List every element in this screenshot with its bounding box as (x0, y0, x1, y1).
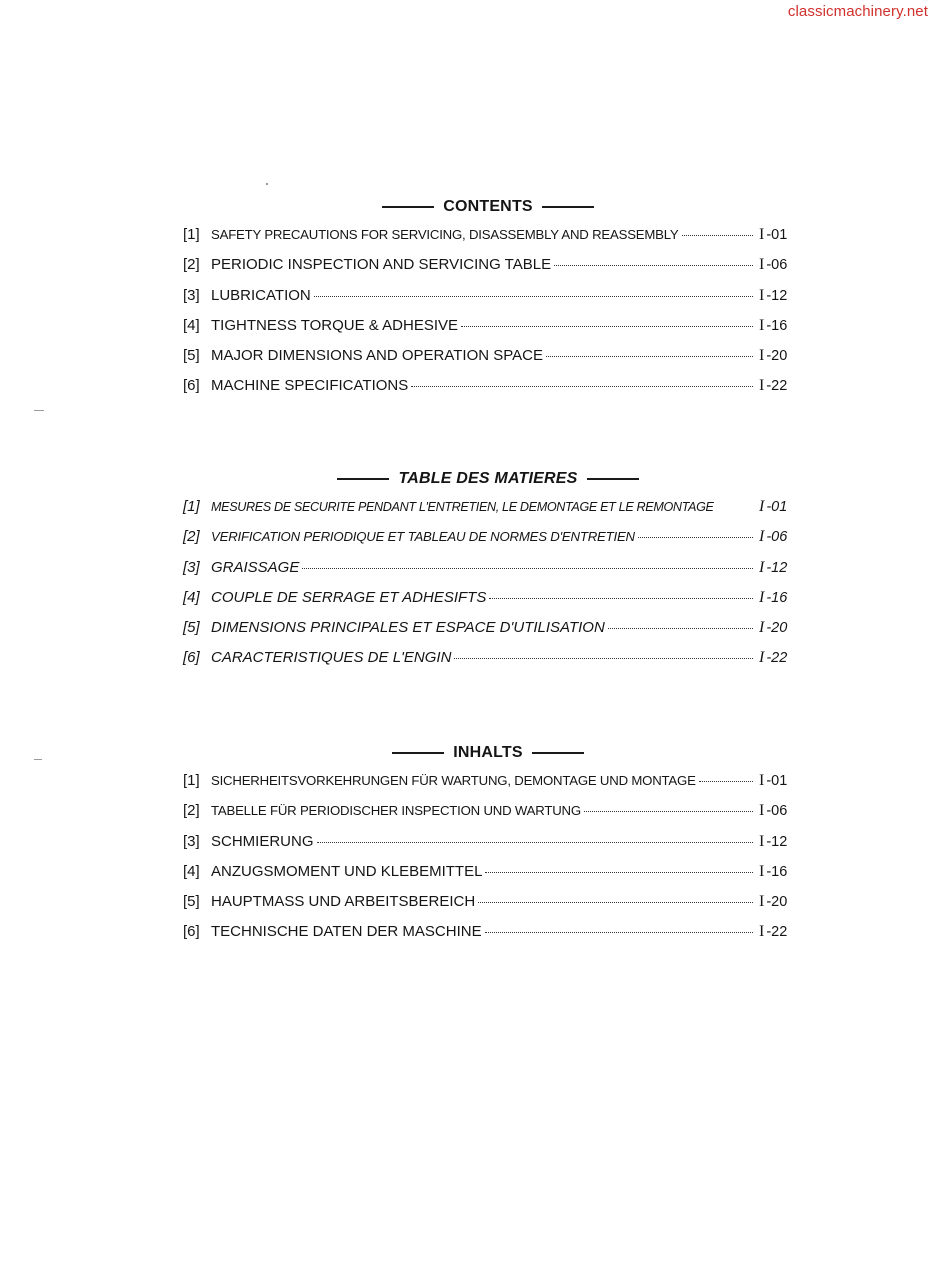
page-number: -06 (766, 257, 788, 274)
toc-entry[interactable] (183, 893, 793, 923)
toc-list (183, 772, 793, 954)
toc-entry[interactable] (183, 772, 793, 802)
entry-label: SICHERHEITSVORKEHRUNGEN FÜR WARTUNG, DEMONTAGE UND MONTAGE (211, 773, 696, 788)
entry-number: [4] (183, 316, 200, 334)
entry-number: [1] (183, 772, 200, 789)
toc-entry[interactable] (183, 649, 793, 679)
table-des-matieres-section (183, 468, 793, 680)
chapter-numeral: I (759, 772, 765, 789)
entry-number: [2] (183, 802, 200, 820)
page-number: -22 (766, 650, 788, 667)
entry-page (759, 833, 793, 851)
chapter-numeral: I (759, 893, 765, 911)
entry-number: [6] (183, 923, 200, 941)
page-number: -01 (766, 227, 788, 243)
heading-rule-left (382, 206, 434, 208)
toc-entry[interactable] (183, 589, 793, 619)
page-number: -20 (766, 348, 788, 365)
entry-number: [4] (183, 862, 200, 880)
entry-label: TABELLE FÜR PERIODISCHER INSPECTION UND WARTUNG (211, 803, 581, 819)
dot-leader (608, 628, 753, 629)
page-number: -01 (766, 499, 788, 515)
entry-number: [6] (183, 377, 200, 395)
page-number: -16 (766, 589, 788, 606)
entry-label: MACHINE SPECIFICATIONS (211, 377, 409, 395)
chapter-numeral: I (759, 347, 765, 365)
entry-label: COUPLE DE SERRAGE ET ADHESIFTS (211, 588, 487, 606)
toc-entry[interactable] (183, 256, 793, 286)
dot-leader (699, 781, 753, 782)
scan-speck (266, 183, 268, 185)
entry-number: [3] (183, 286, 200, 304)
toc-entry[interactable] (183, 863, 793, 893)
page-number: -16 (766, 863, 788, 880)
entry-page (759, 772, 793, 790)
entry-label: SCHMIERUNG (211, 832, 314, 850)
section-title: INHALTS (453, 744, 523, 761)
entry-label: HAUPTMASS UND ARBEITSBEREICH (211, 893, 476, 911)
entry-page (759, 649, 793, 667)
toc-entry[interactable] (183, 317, 793, 347)
page-number: -20 (766, 894, 788, 911)
entry-number: [2] (183, 528, 200, 546)
entry-label: DIMENSIONS PRINCIPALES ET ESPACE D'UTILISATION (211, 619, 605, 637)
toc-entry[interactable] (183, 498, 793, 528)
chapter-numeral: I (759, 528, 765, 546)
inhalts-section (183, 742, 793, 954)
entry-label: MESURES DE SECURITE PENDANT L'ENTRETIEN, LE DEMONTAGE ET LE REMONTAGE (211, 500, 714, 514)
entry-label: ANZUGSMOMENT UND KLEBEMITTEL (211, 862, 483, 880)
scan-speck (34, 410, 44, 411)
scan-speck (34, 759, 42, 760)
dot-leader (638, 537, 753, 538)
toc-list (183, 226, 793, 408)
toc-entry[interactable] (183, 923, 793, 953)
entry-page (759, 893, 793, 911)
dot-leader (682, 235, 753, 236)
dot-leader (485, 932, 753, 933)
chapter-numeral: I (759, 923, 765, 941)
entry-number: [1] (183, 226, 200, 243)
dot-leader (317, 842, 753, 843)
page-number: -12 (766, 833, 788, 850)
dot-leader (478, 902, 753, 903)
entry-page (759, 619, 793, 637)
entry-number: [3] (183, 558, 200, 576)
toc-entry[interactable] (183, 559, 793, 589)
entry-label: TIGHTNESS TORQUE & ADHESIVE (211, 316, 459, 334)
entry-page (759, 498, 793, 516)
entry-page (759, 287, 793, 305)
page-number: -01 (766, 773, 788, 789)
entry-page (759, 589, 793, 607)
heading-rule-right (587, 478, 639, 480)
chapter-numeral: I (759, 226, 765, 243)
entry-number: [5] (183, 347, 200, 365)
page-number: -22 (766, 378, 788, 395)
entry-number: [5] (183, 619, 200, 637)
page-number: -16 (766, 317, 788, 334)
chapter-numeral: I (759, 316, 765, 334)
entry-page (759, 528, 793, 546)
chapter-numeral: I (759, 286, 765, 304)
toc-list (183, 498, 793, 680)
chapter-numeral: I (759, 802, 765, 820)
entry-page (759, 377, 793, 395)
dot-leader (485, 872, 753, 873)
entry-number: [3] (183, 832, 200, 850)
toc-entry[interactable] (183, 619, 793, 649)
dot-leader (411, 386, 753, 387)
entry-label: CARACTERISTIQUES DE L'ENGIN (211, 649, 452, 667)
dot-leader (489, 598, 753, 599)
dot-leader (584, 811, 753, 812)
chapter-numeral: I (759, 498, 765, 515)
entry-label: MAJOR DIMENSIONS AND OPERATION SPACE (211, 347, 543, 365)
heading-rule-right (532, 752, 584, 754)
toc-entry[interactable] (183, 528, 793, 558)
section-heading (183, 196, 793, 218)
dot-leader (461, 326, 753, 327)
entry-page (759, 559, 793, 577)
entry-page (759, 226, 793, 244)
watermark: classicmachinery.net (787, 3, 928, 20)
entry-label: PERIODIC INSPECTION AND SERVICING TABLE (211, 256, 552, 274)
page-number: -12 (766, 287, 788, 304)
entry-number: [4] (183, 588, 200, 606)
entry-page (759, 863, 793, 881)
contents-section (183, 196, 793, 408)
entry-label: GRAISSAGE (211, 558, 300, 576)
section-title: TABLE DES MATIERES (398, 470, 578, 487)
section-heading (183, 468, 793, 490)
entry-label: LUBRICATION (211, 286, 311, 304)
toc-entry[interactable] (183, 347, 793, 377)
entry-number: [1] (183, 498, 200, 515)
heading-rule-left (392, 752, 444, 754)
page-number: -06 (766, 529, 788, 546)
entry-number: [5] (183, 893, 200, 911)
chapter-numeral: I (759, 619, 765, 637)
chapter-numeral: I (759, 832, 765, 850)
toc-entry[interactable] (183, 226, 793, 256)
chapter-numeral: I (759, 588, 765, 606)
page-number: -22 (766, 924, 788, 941)
entry-label: VERIFICATION PERIODIQUE ET TABLEAU DE NORMES D'ENTRETIEN (211, 529, 635, 545)
chapter-numeral: I (759, 377, 765, 395)
entry-label: SAFETY PRECAUTIONS FOR SERVICING, DISASSEMBLY AND REASSEMBLY (211, 227, 679, 242)
entry-number: [6] (183, 649, 200, 667)
chapter-numeral: I (759, 862, 765, 880)
entry-page (759, 802, 793, 820)
dot-leader (546, 356, 753, 357)
toc-entry[interactable] (183, 833, 793, 863)
dot-leader (314, 296, 753, 297)
dot-leader (454, 658, 753, 659)
heading-rule-right (542, 206, 594, 208)
dot-leader (554, 265, 753, 266)
page-number: -20 (766, 620, 788, 637)
page-number: -12 (766, 559, 788, 576)
toc-entry[interactable] (183, 802, 793, 832)
chapter-numeral: I (759, 558, 765, 576)
toc-entry[interactable] (183, 287, 793, 317)
entry-page (759, 256, 793, 274)
toc-entry[interactable] (183, 377, 793, 407)
entry-page (759, 317, 793, 335)
section-title: CONTENTS (443, 198, 533, 215)
dot-leader (302, 568, 753, 569)
page-number: -06 (766, 803, 788, 820)
heading-rule-left (337, 478, 389, 480)
entry-label: TECHNISCHE DATEN DER MASCHINE (211, 923, 482, 941)
entry-page (759, 923, 793, 941)
chapter-numeral: I (759, 256, 765, 274)
chapter-numeral: I (759, 649, 765, 667)
entry-number: [2] (183, 256, 200, 274)
section-heading (183, 742, 793, 764)
entry-page (759, 347, 793, 365)
